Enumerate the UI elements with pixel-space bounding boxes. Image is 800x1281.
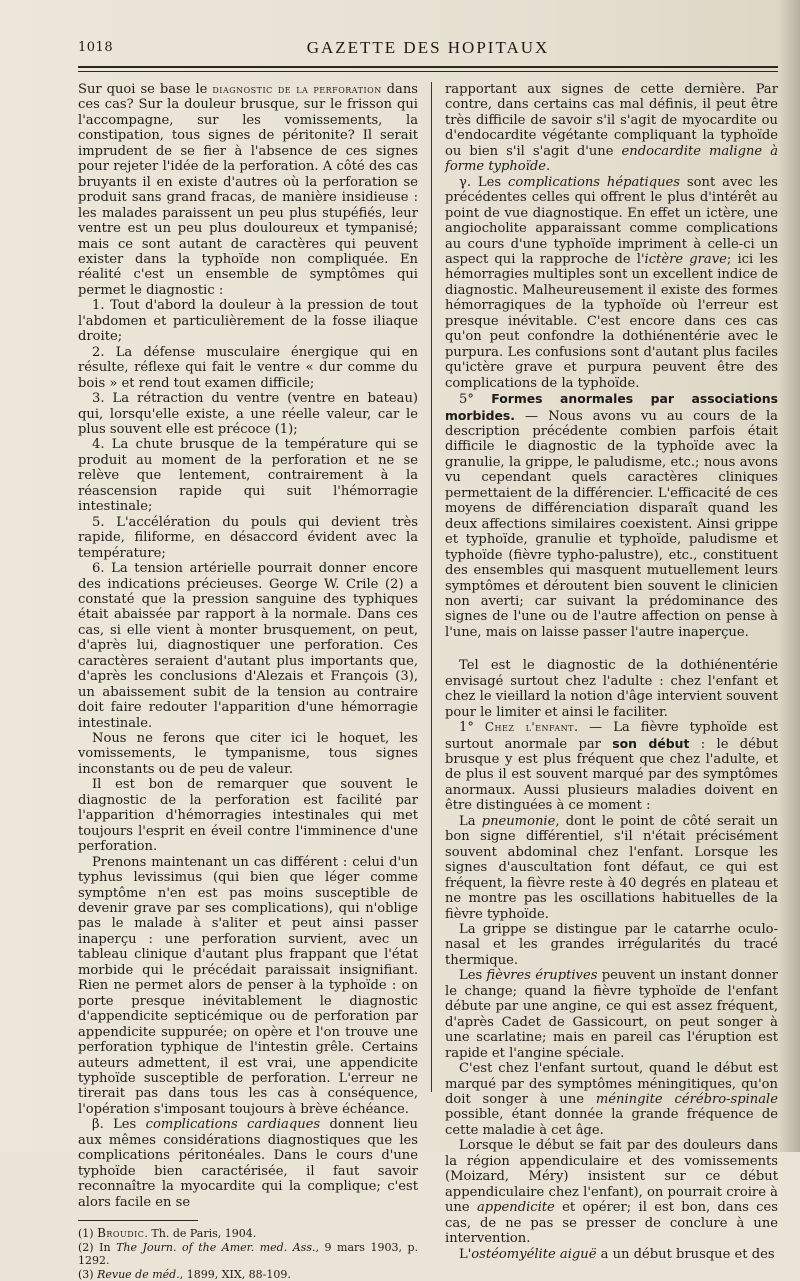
paragraph-formes-anormales: 5° Formes anormales par associations morbides. — Nous avons vu au cours de la description précédente combien parfois était difficile le diagnostic de la typhoïde avec la granulie, la grippe, le paludisme, etc.; nous avons vu cependant quels caractères cliniques permettaient de la différencier. L'efficacité de ces moyens de différenciation disparaît quand les deux affections similaires coexistent. Ainsi grippe et typhoïde, granulie et typhoïde, paludisme et typhoïde (fièvre typho-palustre), etc., constituent des ensembles qui masquent mutuellement leurs symptômes et déroutent bien souvent le clinicien non averti; car suivant la prédominance des signes de l'une ou de l'autre affection on pense à l'une, mais on laisse passer l'autre inaperçue.: [445, 391, 778, 640]
page-header: [78, 38, 778, 62]
paragraph-osteomyelite: L'ostéomyélite aiguë a un début brusque et des: [459, 1246, 775, 1262]
list-item-2: 2. La défense musculaire énergique qui en résulte, réflexe qui fait le ventre « dur comme du bois » et rend tout examen difficile;: [78, 344, 418, 391]
paragraph-chez-enfant: 1° Chez l'enfant. — La fièvre typhoïde est surtout anormale par son début : le début brusque y est plus fréquent que chez l'adulte, et de plus il est souvent marqué par des symptômes anormaux. Aussi plusieurs maladies doivent en être distinguées à ce moment :: [445, 720, 779, 814]
paragraph-fievres-eruptives: Les fièvres éruptives peuvent un instant donner le change; quand la fièvre typhoïde de l'enfant débute par une angine, ce qui est assez fréquent, d'après Cadet de Gassicourt, on peut songer à une scarlatine; mais en pareil cas l'éruption est rapide et l'angine spéciale.: [445, 968, 778, 1061]
list-item-5: 5. L'accélération du pouls qui devient très rapide, filiforme, en désaccord évident avec la température;: [78, 514, 418, 561]
paragraph-complications-cardiaques: β. Les complications cardiaques donnent lieu aux mêmes considérations diagnostiques que les complications péritonéales. Dans le cours d'une typhoïde bien caractérisée, il faut savoir reconnaître la myocardite qui la complique; c'est alors facile en se: [78, 1117, 418, 1210]
paragraph-endocardite: rapportant aux signes de cette dernière. Par contre, dans certains cas mal définis, il peut être très difficile de savoir s'il s'agit de myocardite ou d'endocardite végétante compliquant la typhoïde ou bien s'il s'agit d'une endocardite maligne à forme typhoïde.: [445, 82, 779, 175]
list-item-3: 3. La rétraction du ventre (ventre en bateau) qui, lorsqu'elle existe, a une réelle valeur, car le plus souvent elle est précoce (1);: [78, 391, 418, 437]
header-rule-thin: [78, 71, 778, 72]
paragraph-perforation: Sur quoi se base le diagnostic de la perforation dans ces cas? Sur la douleur brusque, sur le frisson qui l'accompagne, sur les vomissements, la constipation, tous signes de péritonite? Il serait imprudent de se fier à l'absence de ces signes pour rejeter l'idée de la perforation. A côté des cas bruyants il en existe d'autres où la perforation se produit sans grand fracas, de manière insidieuse : les malades paraissent un peu plus stupéfiés, leur ventre est un peu plus douloureux et tympanisé; mais ce sont autant de caractères qui peuvent exister dans la typhoïde non compliquée. En réalité c'est un ensemble de symptômes qui permet le diagnostic :: [78, 82, 418, 298]
list-item-6: 6. La tension artérielle pourrait donner encore des indications précieuses. George W. Crile (2) a constaté que la pression sanguine des typhiques était abaissée par rapport à la normale. Dans ces cas, si elle vient à monter brusquement, on peut, d'après lui, diagnostiquer une perforation. Ces caractères seraient d'autant plus importants que, d'après les conclusions d'Alezais et François (3), un abaissement subit de la tension au contraire doit faire redouter l'apparition d'une hémorragie intestinale.: [78, 561, 418, 731]
list-item-1: 1. Tout d'abord la douleur à la pression de tout l'abdomen et particulièrement de la fosse iliaque droite;: [78, 298, 418, 345]
page-edge-shadow: [778, 0, 800, 1152]
footnote-2: (2) In The Journ. of the Amer. med. Ass., 9 mars 1903, p. 1292.: [78, 1240, 419, 1268]
paragraph-complications-hepatiques: γ. Les complications hépatiques sont avec les précédentes celles qui offrent le plus d'intérêt au point de vue diagnostique. En effet un ictère, une angiocholite apparaissant comme complications au cours d'une typhoïde impriment à celle-ci un aspect qui la rapproche de l'ictère grave; ici les hémorragies multiples sont un excellent indice de diagnostic. Malheureusement il existe des formes hémorragiques de la typhoïde où l'erreur est presque inévitable. C'est encore dans ces cas qu'on peut confondre la dothiénentérie avec le purpura. Les confusions sont d'autant plus faciles qu'ictère grave et purpura peuvent être des complications de la typhoïde.: [445, 174, 778, 391]
right-column: [445, 82, 778, 1262]
paragraph-meningite: C'est chez l'enfant surtout, quand le début est marqué par des symptômes méningitiques, qu'on doit songer à une méningite cérébro-spinale possible, étant donnée la grande fréquence de cette maladie à cet âge.: [445, 1061, 778, 1138]
page-number: 1018: [78, 40, 114, 55]
footnote-rule: [78, 1220, 198, 1221]
paragraph-hoquet: Nous ne ferons que citer ici le hoquet, les vomissements, le tympanisme, tous signes inconstants ou de peu de valeur.: [78, 731, 418, 777]
paragraph-grippe: La grippe se distingue par le catarrhe oculo-nasal et les grandes irrégularités du tracé thermique.: [445, 922, 778, 968]
paragraph-appendicite: Lorsque le début se fait par des douleurs dans la région appendiculaire et des vomissements (Moizard, Méry) insistent sur ce début appendiculaire chez l'enfant), on pourrait croire à une appendicite et opérer; il est bon, dans ces cas, de ne pas se presser de conclure à une intervention.: [445, 1138, 778, 1247]
journal-title: GAZETTE DES HOPITAUX: [306, 38, 550, 57]
paragraph-typhus-levissimus: Prenons maintenant un cas différent : celui d'un typhus levissimus (qui bien que léger comme symptôme n'en est pas moins susceptible de devenir grave par ses complications), qui n'oblige pas le malade à s'aliter et peut ainsi passer inaperçu : une perforation survient, avec un tableau clinique d'autant plus frappant que l'état morbide qui le précédait paraissait insignifiant. Rien ne permet alors de penser à la typhoïde : on porte presque inévitablement le diagnostic d'appendicite septicémique ou de perforation par appendicite suppurée; on opère et l'on trouve une perforation typhique de l'intestin grêle. Certains auteurs admettent, il est vrai, une appendicite typhoïde susceptible de perforation. L'erreur ne tirerait pas dans tous les cas à conséquence, l'opération s'imposant toujours à brève échéance.: [78, 854, 418, 1117]
header-rule-thick: [78, 66, 778, 68]
footnote-1: (1) Broudic. Th. de Paris, 1904.: [78, 1226, 257, 1241]
paragraph-pneumonie: La pneumonie, dont le point de côté serait un bon signe différentiel, s'il n'était précisément souvent abdominal chez l'enfant. Lorsque les signes d'auscultation font défaut, ce qui est fréquent, la fièvre reste à 40 degrés en plateau et ne montre pas les oscillations habituelles de la fièvre typhoïde.: [445, 813, 778, 922]
footnote-3: (3) Revue de méd., 1899, XIX, 88-109.: [78, 1267, 291, 1281]
paragraph-diagnostic-age: Tel est le diagnostic de la dothiénentérie envisagé surtout chez l'adulte : chez l'enfant et chez le vieillard la notion d'âge intervient souvent pour le limiter et ainsi le faciliter.: [445, 658, 778, 720]
left-column: [78, 82, 418, 1281]
column-divider: [431, 82, 432, 1092]
list-item-4: 4. La chute brusque de la température qui se produit au moment de la perforation et ne se relève que lentement, contrairement à la réascension rapide qui suit l'hémorragie intestinale;: [78, 437, 418, 515]
paragraph-remarquer: Il est bon de remarquer que souvent le diagnostic de la perforation est facilité par l'apparition d'hémorragies intestinales qui met toujours l'esprit en éveil contre l'imminence d'une perforation.: [78, 777, 418, 855]
